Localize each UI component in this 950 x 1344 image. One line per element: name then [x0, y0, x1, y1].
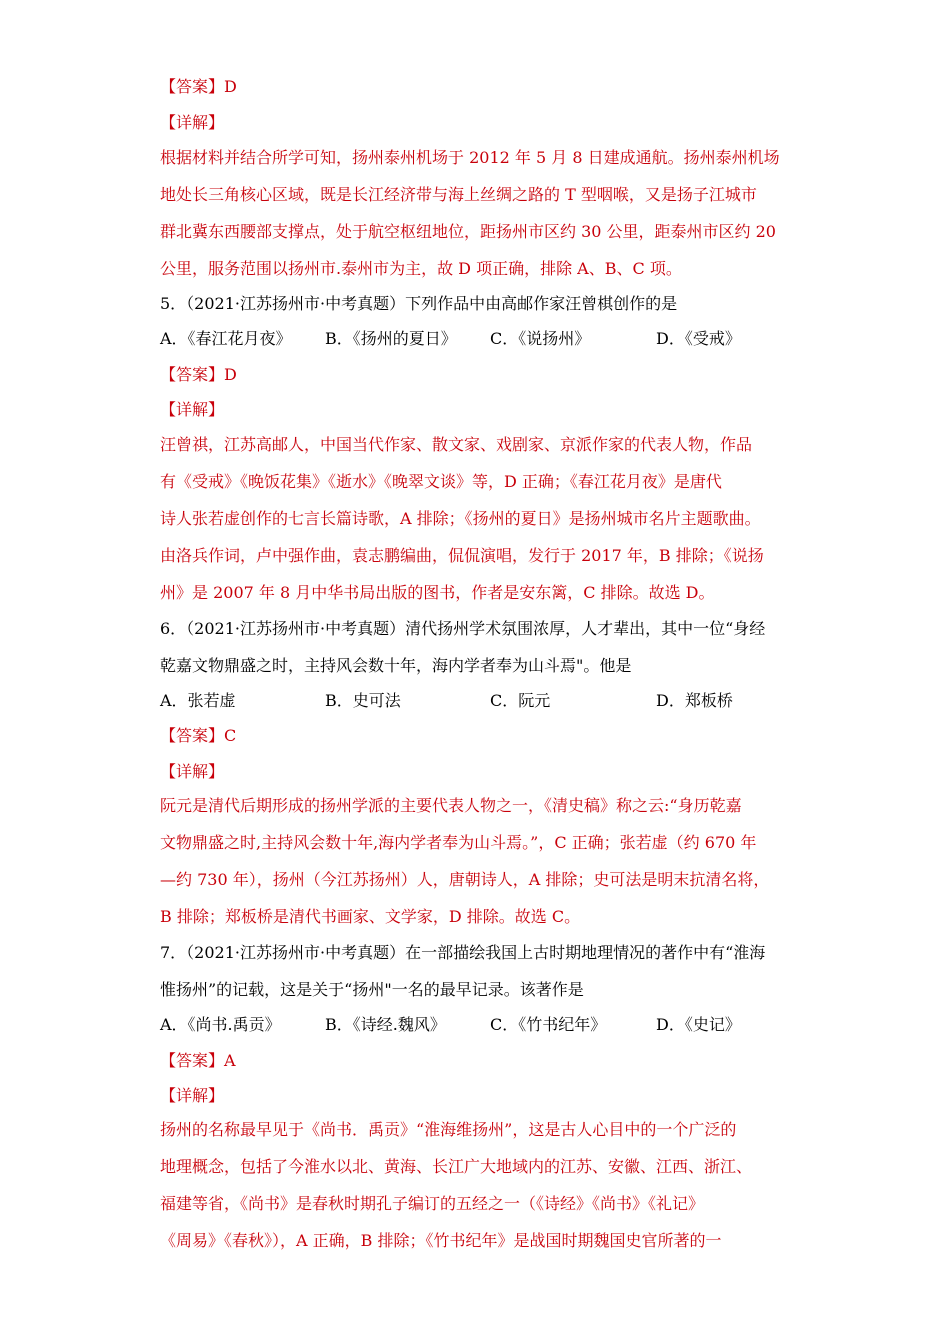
answer-value: D	[224, 77, 237, 96]
detail-label: 【详解】	[160, 113, 225, 132]
detail-line: 扬州的名称最早见于《尚书．禹贡》“淮海维扬州”，这是古人心目中的一个广泛的	[160, 1120, 737, 1139]
detail-line: 州》是 2007 年 8 月中华书局出版的图书，作者是安东篱，C 排除。故选 D。	[160, 583, 715, 602]
options-row	[160, 325, 800, 353]
answer-label: 【答案】	[160, 365, 225, 384]
detail-label: 【详解】	[160, 762, 225, 781]
option-d: D．《史记》	[656, 1015, 741, 1034]
detail-line: 诗人张若虚创作的七言长篇诗歌，A 排除；《扬州的夏日》是扬州城市名片主题歌曲。	[160, 509, 761, 528]
question-stem: 5．（2021·江苏扬州市·中考真题）下列作品中由高邮作家汪曾棋创作的是	[160, 294, 678, 313]
answer-row	[160, 361, 237, 389]
question-stem: 7．（2021·江苏扬州市·中考真题）在一部描绘我国上古时期地理情况的著作中有“淮海	[160, 943, 766, 962]
detail-line: 有《受戒》《晚饭花集》《逝水》《晚翠文谈》等，D 正确；《春江花月夜》是唐代	[160, 472, 722, 491]
question-stem: 惟扬州”的记载，这是关于“扬州"一名的最早记录。该著作是	[160, 980, 584, 999]
detail-line: 阮元是清代后期形成的扬州学派的主要代表人物之一，《清史稿》称之云:“身历乾嘉	[160, 796, 742, 815]
answer-label: 【答案】	[160, 1051, 225, 1070]
option-a: A．《尚书.禹贡》	[160, 1015, 281, 1034]
detail-line: 地处长三角核心区域，既是长江经济带与海上丝绸之路的 T 型咽喉，又是扬子江城市	[160, 185, 757, 204]
detail-line: 由洛兵作词，卢中强作曲，袁志鹏编曲，侃侃演唱，发行于 2017 年，B 排除；《说扬	[160, 546, 764, 565]
options-row	[160, 1011, 800, 1039]
option-b: B．《诗经.魏风》	[325, 1015, 446, 1034]
detail-line: 公里，服务范围以扬州市.泰州市为主，故 D 项正确，排除 A、B、C 项。	[160, 259, 682, 278]
option-d: D．《受戒》	[656, 329, 741, 348]
answer-value: C	[224, 726, 237, 745]
detail-label: 【详解】	[160, 400, 225, 419]
detail-line: 根据材料并结合所学可知，扬州泰州机场于 2012 年 5 月 8 日建成通航。扬州泰州机场	[160, 148, 780, 167]
detail-line: B 排除；郑板桥是清代书画家、文学家，D 排除。故选 C。	[160, 907, 581, 926]
answer-label: 【答案】	[160, 726, 225, 745]
options-row	[160, 687, 800, 715]
option-a: A．张若虚	[160, 691, 236, 710]
answer-row	[160, 73, 237, 101]
answer-row	[160, 722, 236, 750]
detail-line: —约 730 年），扬州（今江苏扬州）人，唐朝诗人，A 排除；史可法是明末抗清名将，	[160, 870, 770, 889]
answer-value: A	[224, 1051, 236, 1070]
detail-label: 【详解】	[160, 1086, 225, 1105]
answer-row	[160, 1047, 236, 1075]
detail-line: 福建等省，《尚书》是春秋时期孔子编订的五经之一（《诗经》《尚书》《礼记》	[160, 1194, 705, 1213]
question-stem: 乾嘉文物鼎盛之时，主持风会数十年，海内学者奉为山斗焉"。他是	[160, 656, 632, 675]
question-stem: 6．（2021·江苏扬州市·中考真题）清代扬州学术氛围浓厚，人才辈出，其中一位“身经	[160, 619, 766, 638]
option-c: C．阮元	[490, 691, 551, 710]
option-b: B．史可法	[325, 691, 401, 710]
detail-line: 地理概念，包括了今淮水以北、黄海、长江广大地域内的江苏、安徽、江西、浙江、	[160, 1157, 753, 1176]
detail-line: 汪曾祺，江苏高邮人，中国当代作家、散文家、戏剧家、京派作家的代表人物，作品	[160, 435, 753, 454]
detail-line: 《周易》《春秋》），A 正确，B 排除；《竹书纪年》是战国时期魏国史官所著的一	[160, 1231, 722, 1250]
option-c: C．《竹书纪年》	[490, 1015, 607, 1034]
option-c: C．《说扬州》	[490, 329, 591, 348]
answer-value: D	[224, 365, 237, 384]
detail-line: 文物鼎盛之时,主持风会数十年,海内学者奉为山斗焉。”，C 正确；张若虚（约 670 年	[160, 833, 757, 852]
option-b: B．《扬州的夏日》	[325, 329, 457, 348]
option-a: A．《春江花月夜》	[160, 329, 292, 348]
option-d: D．郑板桥	[656, 691, 733, 710]
answer-label: 【答案】	[160, 77, 225, 96]
detail-line: 群北冀东西腰部支撑点，处于航空枢纽地位，距扬州市区约 30 公里，距泰州市区约 20	[160, 222, 776, 241]
